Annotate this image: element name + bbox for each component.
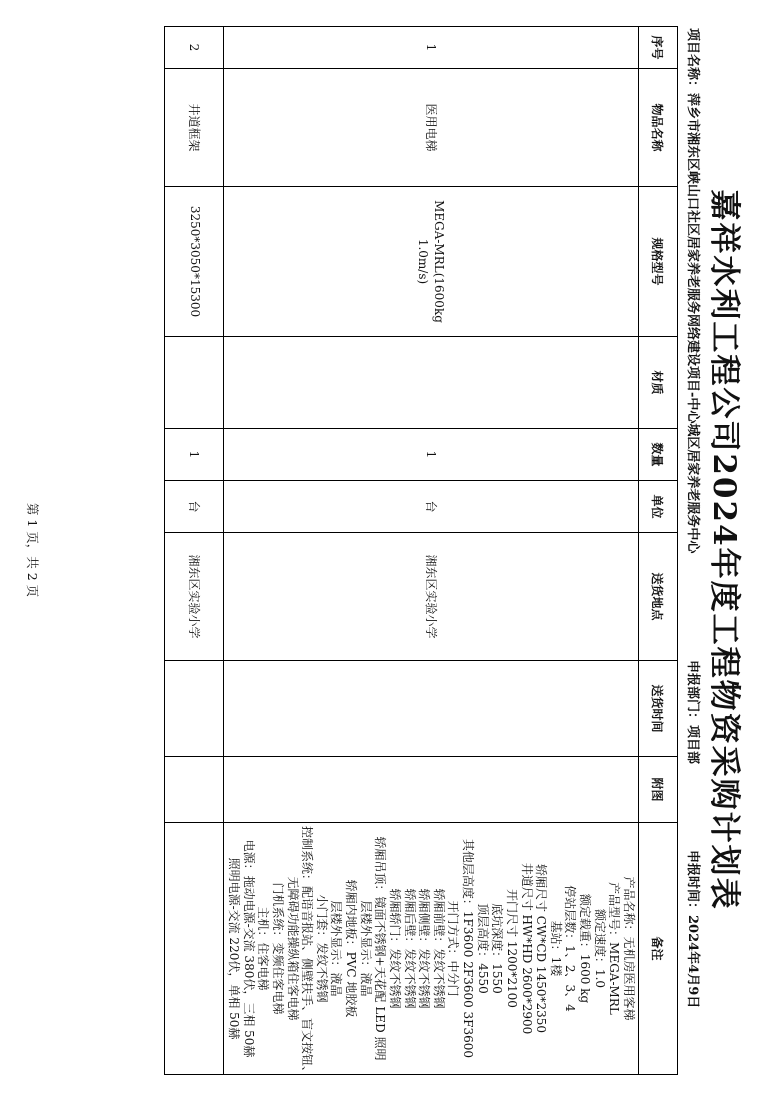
remark-line: 产品型号：MEGA-MRL	[606, 881, 621, 1015]
remark-line: 层楼外显示：液晶	[358, 899, 373, 996]
procurement-table	[164, 26, 678, 1078]
title-row	[705, 20, 750, 1080]
table-header-row	[638, 26, 677, 1074]
cell-spec: 3250*3050*15300	[165, 186, 224, 336]
header-time: 送货时间	[638, 660, 677, 756]
cell-seq: 2	[165, 26, 224, 68]
department-label: 申报部门：	[684, 659, 700, 725]
remark-line: 额定速度：1.0	[592, 908, 607, 988]
remark-line: 轿厢后壁：发纹不锈钢	[402, 887, 417, 1008]
remark-line: 小门套：发纹不锈钢	[314, 893, 329, 1002]
remark-line: 控制系统：配语音报站、侧壁扶手、盲文按钮、	[299, 825, 314, 1078]
cell-attachment	[224, 756, 639, 822]
remark-line: 轿厢侧壁：发纹不锈钢	[416, 887, 431, 1008]
header-seq: 序号	[638, 26, 677, 68]
department-info	[685, 660, 704, 764]
date-value: 2024年4月9日	[684, 914, 700, 1008]
cell-name: 井道框架	[165, 68, 224, 186]
cell-address: 湘东区实验小学	[224, 532, 639, 660]
remark-line: 无障碍功能操纵箱住客电梯	[285, 875, 300, 1020]
table-row	[165, 26, 224, 1074]
cell-time	[224, 660, 639, 756]
remark-line: 井道尺寸 HW*HD 2600*2900	[519, 862, 534, 1034]
remark-line: 照明电源-交流 220伏，单相 50赫	[226, 857, 241, 1039]
project-name: 萍乡市湘东区峡山口社区居家养老服务网络建设项目-中心城区居家养老服务中心	[684, 92, 700, 553]
cell-name: 医用电梯	[224, 68, 639, 186]
remark-line: 轿厢内地板：PVC 地胶板	[343, 879, 358, 1017]
project-info	[685, 28, 704, 553]
remark-line: 主机：住客电梯	[255, 905, 270, 990]
remark-line: 轿厢前壁：发纹不锈钢	[431, 887, 446, 1008]
department-value: 项目部	[684, 724, 700, 764]
page-footer: 第 1 页，共 2 页	[24, 502, 40, 597]
remark-line: 其他层高度：1F3600 2F3600 3F3600	[460, 838, 475, 1058]
remark-line: 停站层数：1、2、3、4	[563, 884, 577, 1012]
remark-line: 额定载重：1600 kg	[577, 893, 592, 1003]
remark-line: 轿厢尺寸 CW*CD 1450*2350	[533, 863, 548, 1033]
cell-unit: 台	[224, 480, 639, 532]
header-spec: 规格型号	[638, 186, 677, 336]
cell-remark	[224, 822, 639, 1078]
header-name: 物品名称	[638, 68, 677, 186]
header-qty: 数量	[638, 428, 677, 480]
remark-line: 开门方式：中分门	[446, 899, 460, 996]
header-attachment: 附图	[638, 756, 677, 822]
header-address: 送货地点	[638, 532, 677, 660]
cell-qty: 1	[165, 428, 224, 480]
cell-material	[224, 336, 639, 428]
cell-qty: 1	[224, 428, 639, 480]
table-row	[224, 26, 639, 1074]
date-info	[685, 850, 704, 1008]
page-title: 嘉祥水利工程公司2024年度工程物资采购计划表	[705, 188, 742, 911]
cell-unit: 台	[165, 480, 224, 532]
header-material: 材质	[638, 336, 677, 428]
remark-line: 轿厢吊顶：镜面不锈钢+天花配 LED 照明	[372, 835, 387, 1061]
project-label: 项目名称：	[684, 27, 700, 93]
cell-seq: 1	[224, 26, 639, 68]
remark-line: 基站：1楼	[548, 920, 563, 976]
cell-remark	[165, 822, 224, 1074]
cell-time	[165, 660, 224, 756]
header-remark: 备注	[638, 822, 677, 1074]
cell-address: 湘东区实验小学	[165, 532, 224, 660]
cell-spec: MEGA-MRL(1600kg 1.0m/s)	[224, 186, 639, 336]
cell-attachment	[165, 756, 224, 822]
remark-line: 顶层高度：4550	[475, 902, 490, 994]
header-unit: 单位	[638, 480, 677, 532]
date-label: 申报时间：	[684, 849, 700, 915]
cell-material	[165, 336, 224, 428]
remark-line: 层楼外显示：液晶	[329, 899, 343, 996]
rotated-page	[16, 20, 756, 1080]
remark-line: 电源：拖动电源-交流 380伏，三相 50赫	[241, 839, 256, 1057]
remark-line: 门机系统：变频住客电梯	[270, 881, 285, 1014]
remark-line: 产品名称：无机房医用客梯	[621, 875, 636, 1020]
remark-line: 底坑深度：1550	[489, 902, 504, 994]
remark-line: 开门尺寸 1200*2100	[504, 888, 519, 1008]
remark-line: 轿厢轿门：发纹不锈钢	[387, 887, 402, 1008]
